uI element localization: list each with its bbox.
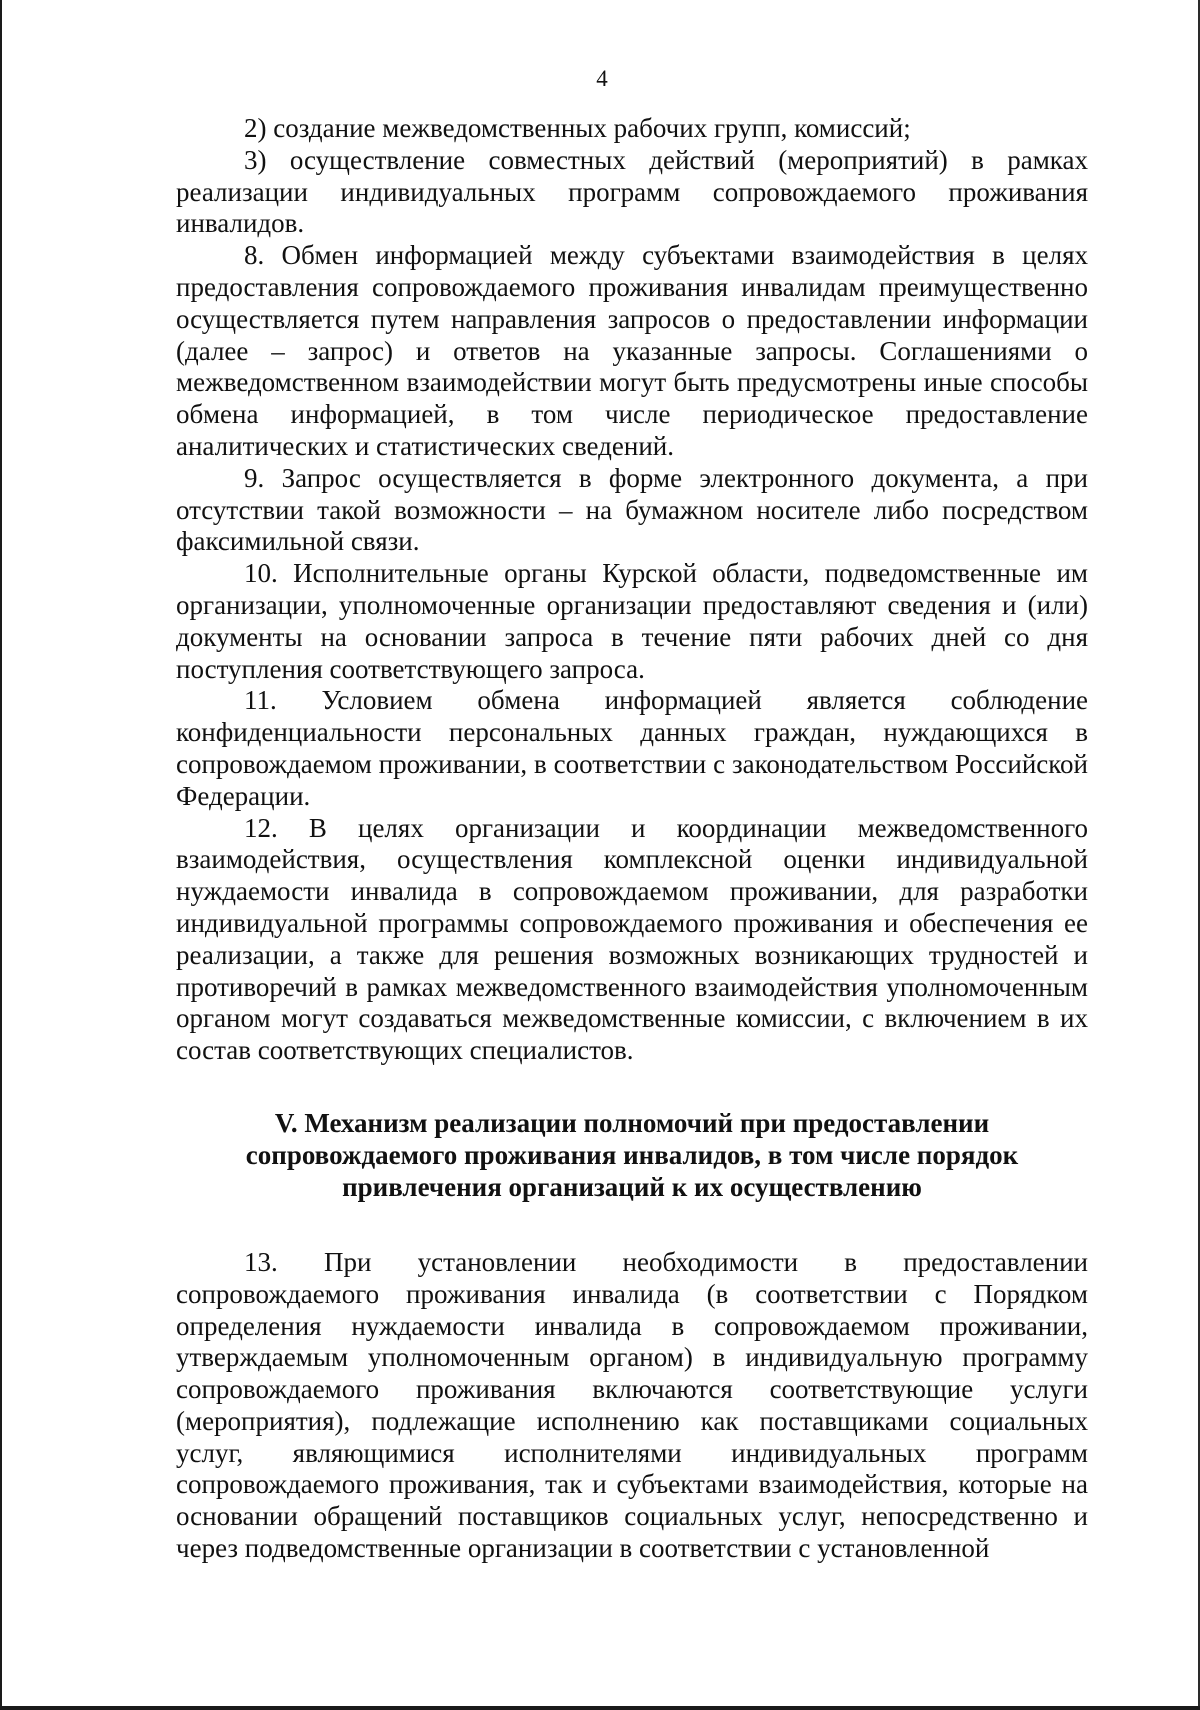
paragraph-clause-9: 9. Запрос осуществляется в форме электронного документа, а при отсутствии такой возможности – на бумажном носителе либо посредством факсимильной связи.	[176, 462, 1088, 557]
paragraph-clause-8: 8. Обмен информацией между субъектами взаимодействия в целях предоставления сопровождаемого проживания инвалидам преимущественно осуществляется путем направления запросов о предоставлении информации (далее – запрос) и ответов на указанные запросы. Соглашениями о межведомственном взаимодействии могут быть предусмотрены иные способы обмена информацией, в том числе периодическое предоставление аналитических и статистических сведений.	[176, 240, 1088, 461]
paragraph-clause-12: 12. В целях организации и координации межведомственного взаимодействия, осуществления комплексной оценки индивидуальной нуждаемости инвалида в сопровождаемом проживании, для разработки индивидуальной программы сопровождаемого проживания и обеспечения ее реализации, а также для решения возможных возникающих трудностей и противоречий в рамках межведомственного взаимодействия уполномоченным органом могут создаваться межведомственные комиссии, с включением в их состав соответствующих специалистов.	[176, 812, 1088, 1066]
paragraph-item-2: 2) создание межведомственных рабочих групп, комиссий;	[244, 113, 911, 143]
paragraph-clause-11: 11. Условием обмена информацией является соблюдение конфиденциальности персональных данных граждан, нуждающихся в сопровождаемом проживании, в соответствии с законодательством Российской Федерации.	[176, 685, 1088, 811]
paragraph-clause-10: 10. Исполнительные органы Курской области, подведомственные им организации, уполномоченные организации предоставляют сведения и (или) документы на основании запроса в течение пяти рабочих дней со дня поступления соответствующего запроса.	[176, 558, 1088, 684]
page-number: 4	[596, 66, 608, 91]
section-heading: V. Механизм реализации полномочий при предоставлении сопровождаемого проживания инвалидов, в том числе порядок привлечения организаций к их осуществлению	[245, 1107, 1019, 1202]
scan-edge-bottom	[2, 1706, 1200, 1710]
document-body	[176, 113, 1088, 1565]
paragraph-clause-13: 13. При установлении необходимости в предоставлении сопровождаемого проживания инвалида (в соответствии с Порядком определения нуждаемости инвалида в сопровождаемом проживании, утверждаемым уполномоченным органом) в индивидуальную программу сопровождаемого проживания включаются соответствующие услуги (мероприятия), подлежащие исполнению как поставщиками социальных услуг, являющимися исполнителями индивидуальных программ сопровождаемого проживания, так и субъектами взаимодействия, которые на основании обращений поставщиков социальных услуг, непосредственно и через подведомственные организации в соответствии с установленной	[176, 1246, 1088, 1564]
paragraph-item-3: 3) осуществление совместных действий (мероприятий) в рамках реализации индивидуальных программ сопровождаемого проживания инвалидов.	[176, 144, 1088, 239]
